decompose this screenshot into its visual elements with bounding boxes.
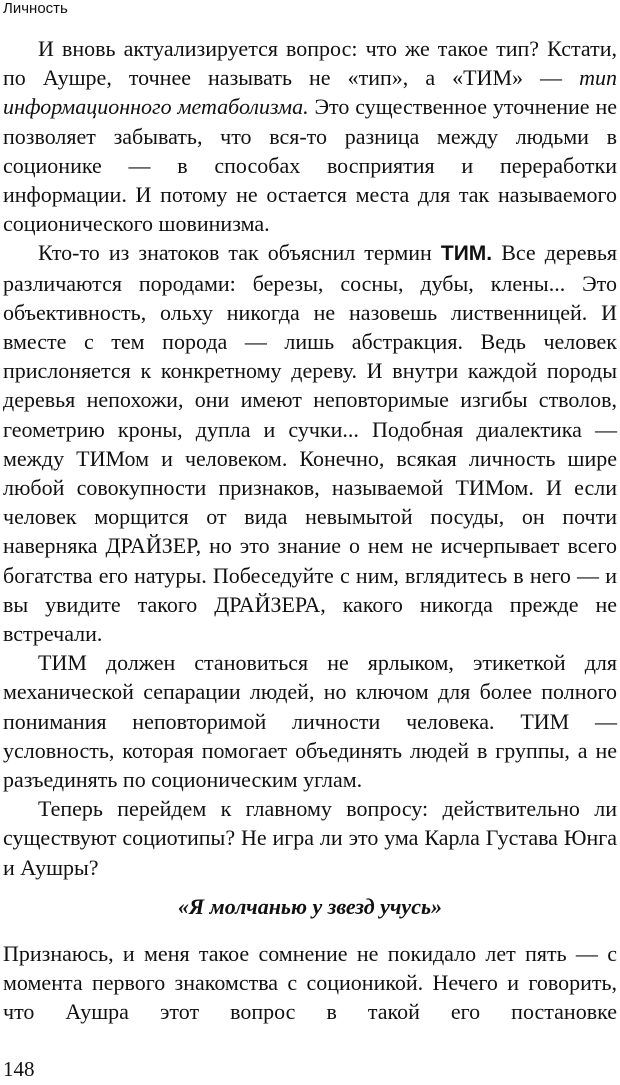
bold-term: ТИМ. — [440, 242, 493, 266]
text-run: Это существенное уточнение не позволяет забывать, что вся-то разница между людьми в соционике — в способах восприятия и переработки информации. И потому не остается места для так называемого соционического шовинизма. — [3, 94, 617, 237]
main-text — [3, 34, 617, 882]
paragraph-tim-label: ТИМ должен становиться не ярлыком, этикеткой для механической сепарации людей, но ключом для более полного понимания неповторимой личности человека. ТИМ — условность, которая помогает объединять людей в группы, а не разъединять по соционическим углам. — [3, 650, 617, 793]
running-head: Личность — [3, 0, 68, 17]
paragraph-confession: Признаюсь, и меня такое сомнение не покидало лет пять — с момента первого знакомства с соционикой. Нечего и говорить, что Аушра этот вопрос в такой его постановке — [3, 941, 617, 1025]
paragraph-main-question: Теперь перейдем к главному вопросу: действительно ли существуют социотипы? Не игра ли это ума Карла Густава Юнга и Аушры? — [3, 796, 617, 880]
text-run: Кто-то из знатоков так объяснил термин — [38, 240, 441, 266]
section-heading: «Я молчанью у звезд учусь» — [177, 894, 443, 919]
paragraph-type-question — [3, 34, 617, 238]
section-text — [3, 939, 617, 1027]
italic-definition: тип информационного метаболизма. — [3, 65, 617, 120]
text-run: И вновь актуализируется вопрос: что же такое тип? Кстати, по Аушре, точнее называть не «тип», а «ТИМ» — — [3, 36, 617, 91]
text-run: Все деревья различаются породами: березы, сосны, дубы, клены... Это объективность, ольху никогда не назовешь лиственницей. И вместе с тем порода — лишь абстракция. Ведь человек прислоняется к конкретному дереву. И внутри каждой породы деревья непохожи, они имеют неповторимые изгибы стволов, геометрию кроны, дупла и сучки... Подобная диалектика — между ТИМом и человеком. Конечно, всякая личность шире любой совокупности признаков, называемой ТИМом. И если человек морщится от вида невымытой посуды, он почти наверняка ДРАЙЗЕР, но это знание о нем не исчерпывает всего богатства его натуры. Побеседуйте с ним, вглядитесь в него — и вы увидите такого ДРАЙЗЕРА, какого никогда прежде не встречали. — [3, 240, 618, 647]
paragraph-tim-explanation — [3, 238, 617, 648]
page-number: 148 — [3, 1057, 35, 1081]
